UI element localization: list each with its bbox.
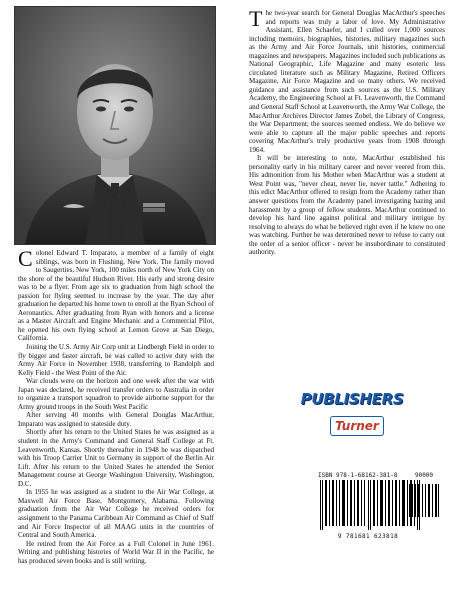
price-code-text: 90000 [414,472,434,479]
logo-turner-text: Turner [330,416,384,436]
bio-paragraph-6: In 1955 he was assigned as a student to the Air War College, at Maxwell Air Force Base, Montgomery, Alabama. Following graduation from the Air War College he received orders for assignment to the Panama Caribbean Air Command as Chief of Staff and Air Force Inspector of all MAAG units in the countries of Central and South America. [18,488,214,540]
isbn-barcode [318,480,422,530]
barcode-digits: 9 781681 623818 [337,533,399,540]
bio-paragraph-3: War clouds were on the horizon and one week after the war with Japan was declared, he received transfer orders to Australia in order to organize a transport squadron to provide airborne support for the Army ground troops in the South West Pacific [18,377,214,411]
bio-paragraph-1: Colonel Edward T. Imparato, a member of a family of eight siblings, was born in Flushing, New York. The family moved to Saugerties, New York, 100 miles north of New York City on the shore of the beautiful Hudson River. His early and strong desire was to be a flyer. From age six to graduation from high school the passion for flying seemed to increase by the year. The day after graduation he departed his home town to enroll at the Ryan School of Aeronautics. After graduating from Ryan with honors and a license as a Master Aircraft and Engine Mechanic and a Commercial Pilot, he opened his own flying school at Lemon Grove at San Diego, California. [18,246,214,343]
bio-paragraph-4: After serving 40 months with General Douglas MacArthur, Imparato was assigned to stateside duty. [18,411,214,428]
isbn-text: ISBN 978-1-68162-381-8 [318,472,398,479]
price-barcode [408,480,440,517]
logo-publishers-text: PUBLISHERS [300,390,404,408]
author-portrait-photo [14,6,216,245]
bio-paragraph-5: Shortly after his return to the United States he was assigned as a student in the Army's Command and General Staff College at Ft. Leavenworth, Kansas. Shortly thereafter in 1948 he was dispatched with his Troop Carrier Unit to Germany in support of the Berlin Air Lift. After his return to the United States he attended the Senior Management course at George Washington University, Washington, D.C. [18,428,214,488]
book-description [249,6,445,257]
desc-paragraph-1: The two-year search for General Douglas MacArthur's speeches and reports was truly a labor of love. My Administrative Assistant, Ellen Schaefer, and I culled over 1,000 sources including memoirs, biographies, histories, military magazines such as the Army and Air Force Journals, unit histories, commercial magazines and newspapers. Magazines included such publications as National Geographic, Life Magazine and many esoteric less circulated literature such as Military Magazine, Retired Officers Magazine, Air Force Magazine and so many others. We received guidance and assistance from such sources as the U.S. Military Academy, the Engineering School at Ft. Leavenworth, the Command and General Staff School at Leavenworth, the Army War College, the MacArthur Archives Director James Zobel, the Library of Congress, the War Department; the sources seemed endless. We do believe we were able to capture all the major public speeches and reports covering MacArthur's truly productive years from 1908 through 1964. [249,6,445,154]
desc-paragraph-2: It will be interesting to note, MacArthur established his personality early in his military career and never veered from this. His admonition from his Mother when MacArthur was a student at West Point was, "never cheat, never lie, never tattle." Adhering to this edict MacArthur offered to resign from the Academy rather than answer questions from the Academy panel investigating hazing and harassment by a group of fellow students. MacArthur continued to develop his hard line against political and military intrigue by resolving to always do what he believed right even if he knew no one was watching. Further he was determined never to refuse to carry out the order of a senior officer - never be insubordinate to constituted authority. [249,154,445,257]
portrait-illustration [15,7,215,244]
dropcap-letter: T [249,6,263,31]
bio-paragraph-2: Joining the U.S. Army Air Corp unit at Lindbergh Field in order to fly bigger and faster aircraft, he was called to active duty with the Army Air Force in November 1938, transferring to Randolph and Kelly Field - the West Point of the Air. [18,343,214,377]
dropcap-letter: C [18,246,33,271]
publisher-logo [298,388,406,444]
author-biography [18,246,214,565]
bio-paragraph-7: He retired from the Air Force as a Full Colonel in June 1961. Writing and publishing histories of World War II in the Pacific, he has produced seven books and is still writing. [18,539,214,565]
